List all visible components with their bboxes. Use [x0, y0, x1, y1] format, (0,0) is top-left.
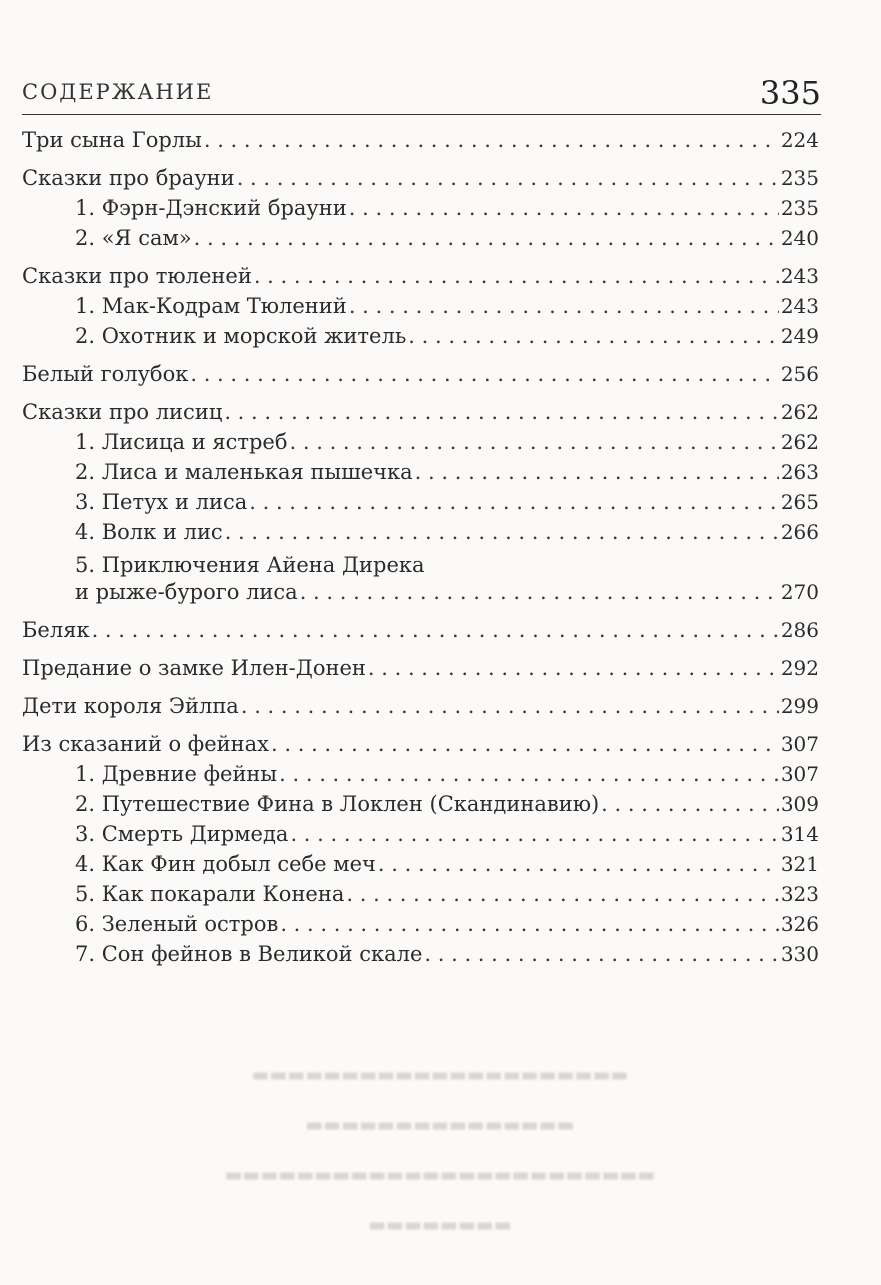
table-of-contents — [22, 128, 819, 972]
dot-leader — [290, 822, 778, 846]
toc-entry[interactable] — [22, 324, 819, 354]
toc-entry[interactable] — [22, 942, 819, 972]
dot-leader — [346, 882, 778, 906]
toc-entry-title: 1. Фэрн-Дэнский брауни — [75, 196, 347, 220]
toc-entry-title: 5. Как покарали Конена — [75, 882, 345, 906]
toc-entry-title: Дети короля Эйлпа — [22, 694, 239, 718]
toc-entry-page-number: 243 — [780, 264, 819, 288]
dot-leader — [241, 694, 779, 718]
toc-entry-page-number: 243 — [780, 294, 819, 318]
toc-entry-page-number: 309 — [780, 792, 819, 816]
dot-leader — [349, 294, 779, 318]
dot-leader — [368, 656, 779, 680]
toc-entry-page-number: 299 — [780, 694, 819, 718]
toc-entry-page-number: 235 — [780, 166, 819, 190]
dot-leader — [254, 264, 779, 288]
toc-entry-title: 2. «Я сам» — [75, 226, 192, 250]
dot-leader — [280, 912, 779, 936]
toc-entry-title: 1. Древние фейны — [75, 762, 278, 786]
toc-entry-title: Белый голубок — [22, 362, 189, 386]
dot-leader — [408, 324, 779, 348]
toc-entry-title: 1. Лисица и ястреб — [75, 430, 288, 454]
toc-entry-title-line: 5. Приключения Айена Дирека — [75, 553, 425, 577]
toc-entry-title: Сказки про тюленей — [22, 264, 252, 288]
toc-entry-page-number: 224 — [780, 128, 819, 152]
toc-entry[interactable] — [22, 882, 819, 912]
toc-entry[interactable] — [22, 520, 819, 550]
dot-leader — [378, 852, 779, 876]
dot-leader — [204, 128, 779, 152]
toc-entry[interactable] — [22, 166, 819, 196]
dot-leader — [279, 762, 779, 786]
toc-entry-page-number: 263 — [780, 460, 819, 484]
dot-leader — [415, 460, 779, 484]
dot-leader — [424, 942, 778, 966]
toc-entry[interactable] — [22, 226, 819, 256]
toc-entry-page-number: 249 — [780, 324, 819, 348]
toc-entry-page-number: 307 — [780, 762, 819, 786]
toc-entry[interactable] — [22, 792, 819, 822]
toc-entry[interactable] — [22, 128, 819, 158]
toc-entry[interactable] — [22, 912, 819, 942]
toc-entry-page-number: 256 — [780, 362, 819, 386]
toc-entry-page-number: 235 — [780, 196, 819, 220]
dot-leader — [190, 362, 778, 386]
toc-entry-page-number: 240 — [780, 226, 819, 250]
dot-leader — [601, 792, 779, 816]
section-title: СОДЕРЖАНИЕ — [22, 80, 214, 104]
toc-entry-title: Три сына Горлы — [22, 128, 202, 152]
toc-entry-title: 3. Смерть Дирмеда — [75, 822, 289, 846]
toc-entry-page-number: 265 — [780, 490, 819, 514]
dot-leader — [290, 430, 779, 454]
show-through-text: ▬▬▬▬▬▬▬▬▬▬▬▬▬▬▬▬▬▬▬▬▬ ▬▬▬▬▬▬▬▬▬▬▬▬▬▬▬ ▬▬▬▬▬▬▬▬▬▬▬▬▬▬▬▬▬▬▬▬▬▬▬▬ ▬▬▬▬▬▬▬▬ — [224, 1064, 656, 1236]
toc-entry-title: 3. Петух и лиса — [75, 490, 248, 514]
toc-entry-title: 2. Охотник и морской житель — [75, 324, 407, 348]
toc-entry-page-number: 262 — [780, 430, 819, 454]
toc-entry[interactable] — [22, 822, 819, 852]
dot-leader — [224, 400, 778, 424]
toc-entry-page-number: 326 — [780, 912, 819, 936]
toc-entry[interactable] — [22, 852, 819, 882]
toc-entry[interactable] — [22, 732, 819, 762]
toc-entry-page-number: 270 — [780, 580, 819, 604]
toc-entry-title: 4. Волк и лис — [75, 520, 223, 544]
toc-entry-title: Беляк — [22, 618, 90, 642]
toc-entry[interactable] — [22, 490, 819, 520]
toc-entry-title: 2. Лиса и маленькая пышечка — [75, 460, 413, 484]
toc-entry-page-number: 266 — [780, 520, 819, 544]
toc-entry-page-number: 321 — [780, 852, 819, 876]
toc-entry[interactable] — [22, 400, 819, 430]
dot-leader — [349, 196, 779, 220]
dot-leader — [300, 580, 779, 604]
toc-entry-title: Предание о замке Илен-Донен — [22, 656, 366, 680]
toc-entry[interactable] — [22, 430, 819, 460]
toc-entry[interactable] — [22, 656, 819, 686]
toc-entry[interactable] — [22, 294, 819, 324]
toc-entry[interactable] — [22, 196, 819, 226]
dot-leader — [249, 490, 779, 514]
toc-entry[interactable] — [22, 264, 819, 294]
toc-entry-title: Из сказаний о фейнах — [22, 732, 270, 756]
toc-entry[interactable] — [22, 618, 819, 648]
dot-leader — [194, 226, 779, 250]
toc-entry-page-number: 286 — [780, 618, 819, 642]
toc-entry-page-number: 323 — [780, 882, 819, 906]
dot-leader — [237, 166, 779, 190]
toc-entry-title: 4. Как Фин добыл себе меч — [75, 852, 376, 876]
toc-entry-title: Сказки про брауни — [22, 166, 235, 190]
toc-entry-title: 2. Путешествие Фина в Локлен (Скандинавию) — [75, 792, 600, 816]
toc-entry-title: 1. Мак-Кодрам Тюлений — [75, 294, 347, 318]
toc-entry-title: 7. Сон фейнов в Великой скале — [75, 942, 423, 966]
toc-entry-page-number: 262 — [780, 400, 819, 424]
page-number: 335 — [759, 74, 821, 112]
toc-entry-page-number: 314 — [780, 822, 819, 846]
toc-entry-title: и рыже-бурого лиса — [75, 580, 298, 604]
dot-leader — [92, 618, 779, 642]
toc-entry-page-number: 307 — [780, 732, 819, 756]
toc-entry[interactable] — [22, 694, 819, 724]
toc-entry-title: Сказки про лисиц — [22, 400, 223, 424]
toc-entry[interactable] — [22, 460, 819, 490]
toc-entry[interactable] — [22, 762, 819, 792]
toc-entry-page-number: 292 — [780, 656, 819, 680]
toc-entry-title: 6. Зеленый остров — [75, 912, 279, 936]
toc-entry[interactable] — [22, 580, 819, 610]
dot-leader — [271, 732, 779, 756]
toc-entry-page-number: 330 — [780, 942, 819, 966]
dot-leader — [225, 520, 779, 544]
running-head — [22, 70, 821, 115]
toc-entry[interactable] — [22, 362, 819, 392]
